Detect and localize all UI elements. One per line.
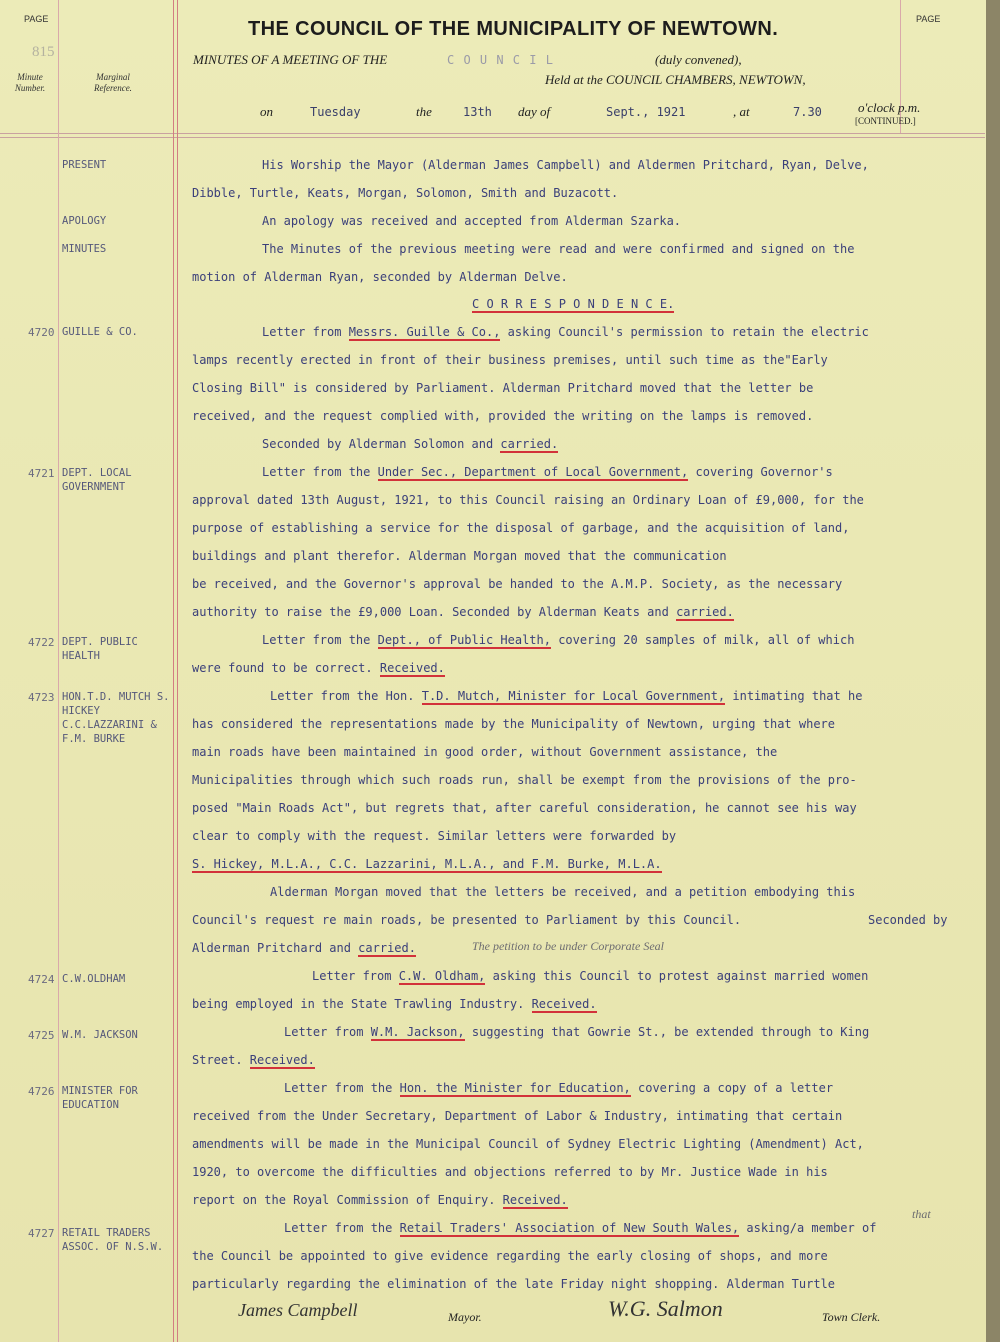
text-line: Letter from the Dept., of Public Health, covering 20 samples of milk, all of which	[262, 633, 855, 647]
page-stamp-number: 815	[32, 44, 55, 60]
text-line: Street. Received.	[192, 1053, 315, 1067]
oclock-label: o'clock p.m.	[858, 100, 921, 115]
text-line: Letter from W.M. Jackson, suggesting that Gowrie St., be extended through to King	[284, 1025, 870, 1039]
month-year: Sept., 1921	[606, 105, 686, 119]
text-line: buildings and plant therefor. Alderman Morgan moved that the communication	[192, 549, 727, 563]
marginal-ref: RETAIL TRADERS ASSOC. OF N.S.W.	[62, 1227, 164, 1253]
text-line: clear to comply with the request. Similar letters were forwarded by	[192, 829, 677, 843]
text-line: Council's request re main roads, be presented to Parliament by this Council.	[192, 913, 742, 927]
binding-edge	[986, 0, 1000, 1342]
minute-number: 4726	[28, 1085, 55, 1098]
mayor-label: Mayor.	[448, 1310, 482, 1324]
text-line: report on the Royal Commission of Enquiry. Received.	[192, 1193, 568, 1207]
text-line: Seconded by Alderman Solomon and carried.	[262, 437, 559, 451]
text-line: lamps recently erected in front of their business premises, until such time as the"Early	[192, 353, 828, 367]
text-line: Letter from the Retail Traders' Association of New South Wales, asking/a member of	[284, 1221, 877, 1235]
day-of-label: day of	[518, 104, 551, 119]
page-label-left: PAGE	[24, 14, 49, 24]
text-line: Letter from the Hon. the Minister for Education, covering a copy of a letter	[284, 1081, 834, 1095]
marginal-ref: DEPT. PUBLIC HEALTH	[62, 636, 138, 662]
text-line: Alderman Pritchard and carried.	[192, 941, 416, 955]
header-rule-double	[0, 137, 985, 138]
marginal-ref: GUILLE & CO.	[62, 326, 138, 338]
text-line: authority to raise the £9,000 Loan. Seconded by Alderman Keats and carried.	[192, 605, 734, 619]
text-line: Letter from the Under Sec., Department of Local Government, covering Governor's	[262, 465, 833, 479]
minute-number: 4725	[28, 1029, 55, 1042]
on-label: on	[260, 104, 273, 119]
section-heading-correspondence: C O R R E S P O N D E N C E.	[472, 297, 675, 311]
marginal-ref-minutes: MINUTES	[62, 243, 107, 255]
text-line: has considered the representations made by the Municipality of Newtown, urging that where	[192, 717, 835, 731]
minute-number: 4721	[28, 467, 55, 480]
day-number: 13th	[463, 105, 492, 119]
text-line: Letter from the Hon. T.D. Mutch, Minister for Local Government, intimating that he	[270, 689, 863, 703]
margin-rule-reference-double	[177, 0, 178, 1342]
text-line: posed "Main Roads Act", but regrets that, after careful consideration, he cannot see his way	[192, 801, 857, 815]
text-line: Letter from Messrs. Guille & Co., asking Council's permission to retain the electric	[262, 325, 869, 339]
text-line: His Worship the Mayor (Alderman James Campbell) and Aldermen Pritchard, Ryan, Delve,	[262, 158, 869, 172]
text-line: received, and the request complied with, provided the writing on the lamps is removed.	[192, 409, 814, 423]
at-label: , at	[733, 104, 750, 119]
text-line: Alderman Morgan moved that the letters be received, and a petition embodying this	[270, 885, 856, 899]
day-name: Tuesday	[310, 105, 361, 119]
held-at: Held at the COUNCIL CHAMBERS, NEWTOWN,	[545, 72, 806, 87]
marginal-ref: MINISTER FOR EDUCATION	[62, 1085, 138, 1111]
minute-number: 4722	[28, 636, 55, 649]
minutes-label: MINUTES OF A MEETING OF THE	[193, 52, 388, 67]
continued-label: [CONTINUED.]	[855, 116, 916, 126]
text-line: Municipalities through which such roads run, shall be exempt from the provisions of the pro-	[192, 773, 857, 787]
handwritten-petition-note: The petition to be under Corporate Seal	[472, 939, 664, 953]
text-line: purpose of establishing a service for the disposal of garbage, and the acquisition of land,	[192, 521, 850, 535]
margin-rule-reference	[173, 0, 174, 1342]
text-line: Letter from C.W. Oldham, asking this Council to protest against married women	[312, 969, 869, 983]
the-label: the	[416, 104, 432, 119]
minute-number: 4720	[28, 326, 55, 339]
text-line: received from the Under Secretary, Department of Labor & Industry, intimating that certain	[192, 1109, 843, 1123]
marginal-ref-apology: APOLOGY	[62, 215, 107, 227]
mayor-signature: James Campbell	[238, 1300, 358, 1320]
town-clerk-signature: W.G. Salmon	[608, 1296, 723, 1321]
meeting-time: 7.30	[793, 105, 822, 119]
text-line: approval dated 13th August, 1921, to this Council raising an Ordinary Loan of £9,000, for the	[192, 493, 864, 507]
marginal-reference-header: Marginal Reference.	[94, 72, 132, 93]
text-line: Closing Bill" is considered by Parliament. Alderman Pritchard moved that the letter be	[192, 381, 814, 395]
text-line: particularly regarding the elimination of the late Friday night shopping. Alderman Turtle	[192, 1277, 835, 1291]
text-line: being employed in the State Trawling Industry. Received.	[192, 997, 597, 1011]
marginal-ref: HON.T.D. MUTCH S. HICKEY C.C.LAZZARINI & F.M. BURKE	[62, 691, 170, 745]
marginal-ref: W.M. JACKSON	[62, 1029, 138, 1041]
meeting-type: C O U N C I L	[447, 53, 554, 67]
page-label-right: PAGE	[916, 14, 941, 24]
minute-number-header: Minute Number.	[14, 72, 46, 93]
text-line: amendments will be made in the Municipal Council of Sydney Electric Lighting (Amendment) Act,	[192, 1137, 864, 1151]
text-line: main roads have been maintained in good order, without Government assistance, the	[192, 745, 778, 759]
marginal-ref-present: PRESENT	[62, 159, 107, 171]
text-line: The Minutes of the previous meeting were read and were confirmed and signed on the	[262, 242, 855, 256]
text-line: the Council be appointed to give evidence regarding the early closing of shops, and more	[192, 1249, 828, 1263]
document-title: THE COUNCIL OF THE MUNICIPALITY OF NEWTOWN.	[248, 18, 779, 40]
duly-convened: (duly convened),	[655, 52, 742, 67]
text-line: An apology was received and accepted from Alderman Szarka.	[262, 214, 682, 228]
minute-number: 4727	[28, 1227, 55, 1240]
marginal-ref: C.W.OLDHAM	[62, 973, 126, 985]
handwritten-that: that	[912, 1207, 931, 1221]
text-line: were found to be correct. Received.	[192, 661, 445, 675]
marginal-ref: DEPT. LOCAL GOVERNMENT	[62, 467, 132, 493]
text-line: motion of Alderman Ryan, seconded by Alderman Delve.	[192, 270, 568, 284]
minute-number: 4724	[28, 973, 55, 986]
text-line: S. Hickey, M.L.A., C.C. Lazzarini, M.L.A., and F.M. Burke, M.L.A.	[192, 857, 662, 871]
text-line: 1920, to overcome the difficulties and objections referred to by Mr. Justice Wade in his	[192, 1165, 828, 1179]
header-rule	[0, 133, 985, 134]
town-clerk-label: Town Clerk.	[822, 1310, 881, 1324]
margin-rule-minute	[58, 0, 59, 1342]
text-line: Seconded by	[868, 913, 948, 927]
minute-number: 4723	[28, 691, 55, 704]
text-line: Dibble, Turtle, Keats, Morgan, Solomon, Smith and Buzacott.	[192, 186, 619, 200]
text-line: be received, and the Governor's approval be handed to the A.M.P. Society, as the necessary	[192, 577, 843, 591]
